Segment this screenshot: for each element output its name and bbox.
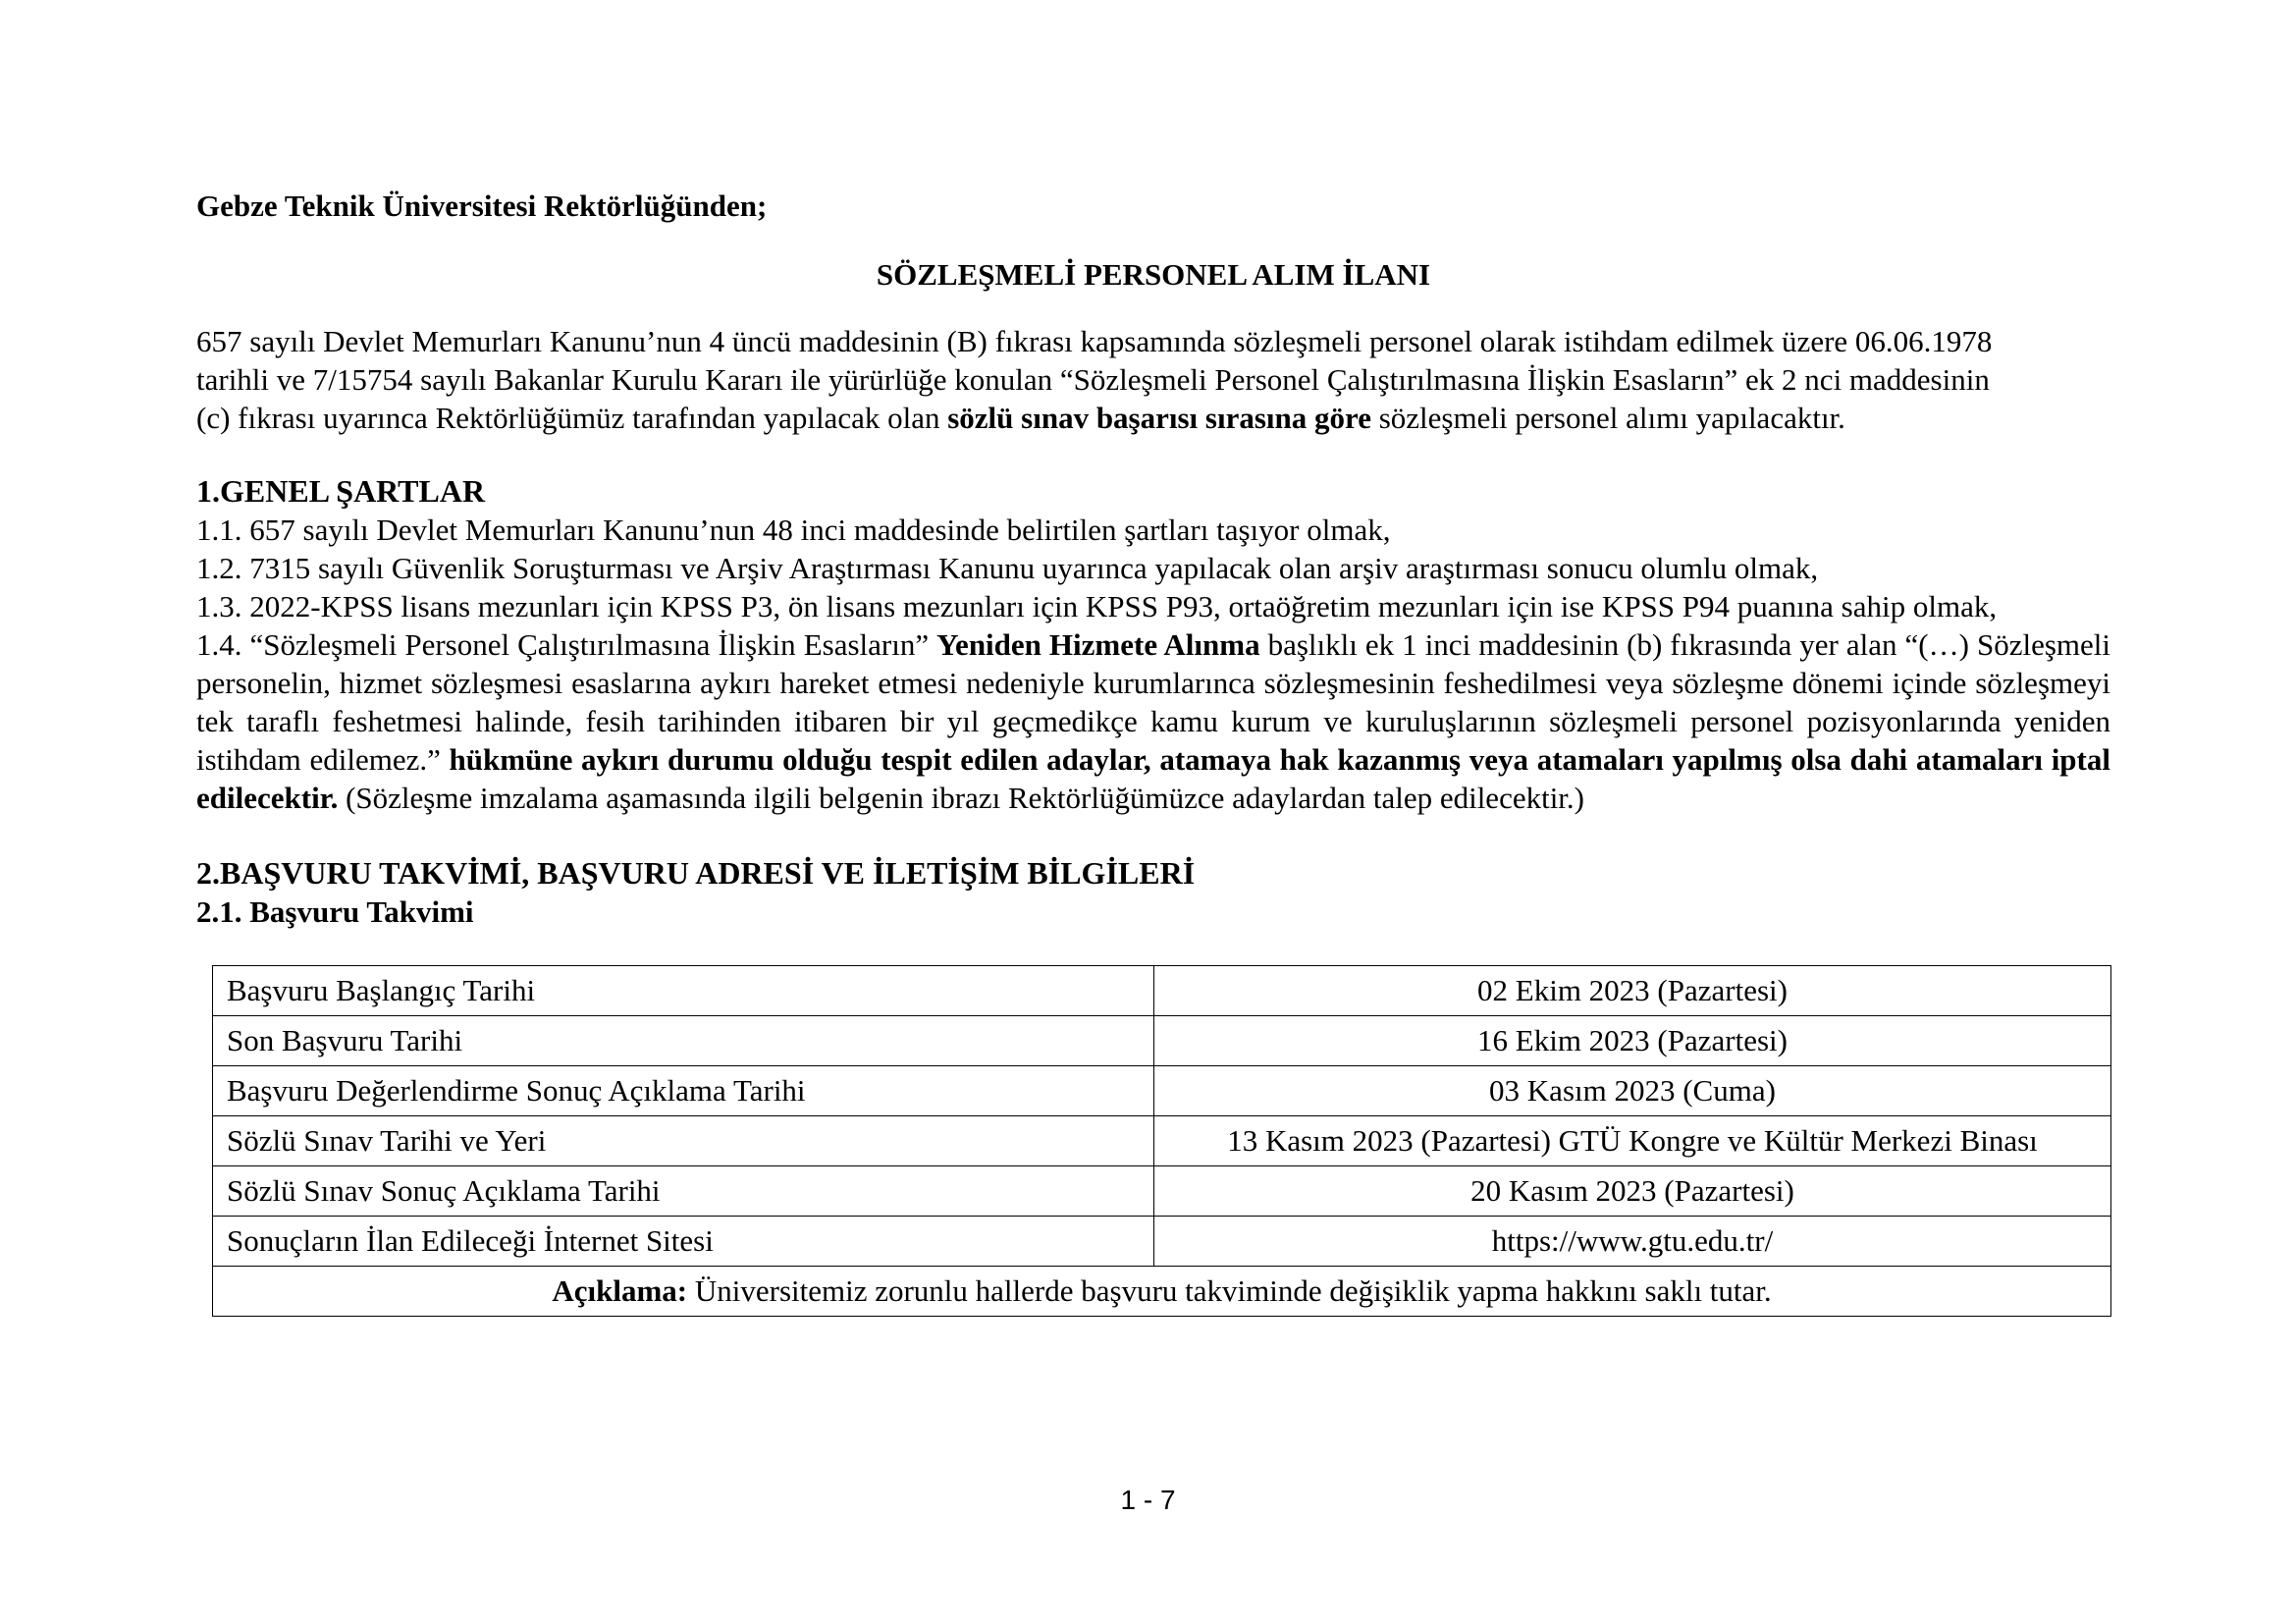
- application-schedule-table: [212, 965, 2111, 1317]
- results-website-link[interactable]: https://www.gtu.edu.tr/: [1154, 1217, 2111, 1267]
- table-row: [213, 1116, 2111, 1166]
- intro-paragraph: [196, 322, 2110, 437]
- row-value: 16 Ekim 2023 (Pazartesi): [1154, 1016, 2111, 1066]
- row-value: 13 Kasım 2023 (Pazartesi) GTÜ Kongre ve Kültür Merkezi Binası: [1154, 1116, 2111, 1166]
- document-title: SÖZLEŞMELİ PERSONEL ALIM İLANI: [876, 257, 1431, 292]
- table-row: [213, 966, 2111, 1016]
- condition-1-4-text-a: 1.4. “Sözleşmeli Personel Çalıştırılmasına İlişkin Esasların”: [196, 627, 937, 662]
- section-1-heading: 1.GENEL ŞARTLAR: [196, 473, 486, 509]
- row-label: Sonuçların İlan Edileceği İnternet Sitesi: [213, 1217, 1154, 1267]
- table-row: [213, 1066, 2111, 1116]
- schedule-note: [213, 1267, 2111, 1317]
- row-value: 03 Kasım 2023 (Cuma): [1154, 1066, 2111, 1116]
- document-page: [196, 187, 2110, 1317]
- row-label: Son Başvuru Tarihi: [213, 1016, 1154, 1066]
- page-number: 1 - 7: [1120, 1485, 1176, 1515]
- table-row: [213, 1016, 2111, 1066]
- row-value: 02 Ekim 2023 (Pazartesi): [1154, 966, 2111, 1016]
- table-note-row: [213, 1267, 2111, 1317]
- section-2-1-subheading: 2.1. Başvuru Takvimi: [196, 894, 474, 929]
- condition-1-2: 1.2. 7315 sayılı Güvenlik Soruşturması ve Arşiv Araştırması Kanunu uyarınca yapılacak olan arşiv araştırması sonucu olumlu olmak,: [196, 551, 1819, 585]
- row-value: 20 Kasım 2023 (Pazartesi): [1154, 1166, 2111, 1217]
- condition-1-1: 1.1. 657 sayılı Devlet Memurları Kanunu’nun 48 inci maddesinde belirtilen şartları taşıyor olmak,: [196, 513, 1391, 547]
- condition-1-4-bold-1: Yeniden Hizmete Alınma: [936, 627, 1260, 662]
- section-2-heading: 2.BAŞVURU TAKVİMİ, BAŞVURU ADRESİ VE İLETİŞİM BİLGİLERİ: [196, 855, 1196, 891]
- row-label: Başvuru Değerlendirme Sonuç Açıklama Tarihi: [213, 1066, 1154, 1116]
- row-label: Sözlü Sınav Tarihi ve Yeri: [213, 1116, 1154, 1166]
- intro-line-1: 657 sayılı Devlet Memurları Kanunu’nun 4 üncü maddesinin (B) fıkrası kapsamında sözleşmeli personel olarak istihdam edilmek üzere 06.06.1978: [196, 324, 1993, 358]
- addressee: Gebze Teknik Üniversitesi Rektörlüğünden;: [196, 189, 768, 223]
- note-label: Açıklama:: [552, 1273, 688, 1308]
- condition-1-3: 1.3. 2022-KPSS lisans mezunları için KPSS P3, ön lisans mezunları için KPSS P93, ortaöğretim mezunları için ise KPSS P94 puanına sahip olmak,: [196, 589, 1998, 623]
- condition-1-4-text-c: (Sözleşme imzalama aşamasında ilgili belgenin ibrazı Rektörlüğümüzce adaylardan talep edilecektir.): [338, 781, 1584, 815]
- note-text: Üniversitemiz zorunlu hallerde başvuru takviminde değişiklik yapma hakkını saklı tutar.: [687, 1273, 1772, 1308]
- intro-bold-phrase: sözlü sınav başarısı sırasına göre: [947, 401, 1371, 435]
- intro-line-3: [196, 399, 2110, 437]
- intro-line-2: tarihli ve 7/15754 sayılı Bakanlar Kurulu Kararı ile yürürlüğe konulan “Sözleşmeli Personel Çalıştırılmasına İlişkin Esasların” ek 2 nci maddesinin: [196, 362, 1990, 397]
- row-label: Başvuru Başlangıç Tarihi: [213, 966, 1154, 1016]
- condition-1-4-bold-2: hükmüne aykırı durumu olduğu tespit edilen adaylar, atamaya hak kazanmış veya atamaları yapılmış olsa dahi atamaları iptal edilecektir.: [196, 742, 2110, 815]
- intro-text-a: (c) fıkrası uyarınca Rektörlüğümüz tarafından yapılacak olan: [196, 401, 948, 435]
- intro-text-b: sözleşmeli personel alımı yapılacaktır.: [1370, 401, 1845, 435]
- condition-1-4: [196, 625, 2110, 817]
- table-row: [213, 1217, 2111, 1267]
- condition-1-4-text-b: başlıklı ek 1 inci maddesinin (b) fıkrasında yer alan “(…) Sözleşmeli personelin, hizmet sözleşmesi esaslarına aykırı hareket etmesi nedeniyle kurumlarınca sözleşmesinin feshedilmesi veya sözleşme dönemi içinde sözleşmeyi tek taraflı feshetmesi halinde, fesih tarihinden itibaren bir yıl geçmedikçe kamu kurum ve kuruluşlarının sözleşmeli personel pozisyonlarında yeniden istihdam edilemez.”: [196, 627, 2110, 777]
- table-row: [213, 1166, 2111, 1217]
- row-label: Sözlü Sınav Sonuç Açıklama Tarihi: [213, 1166, 1154, 1217]
